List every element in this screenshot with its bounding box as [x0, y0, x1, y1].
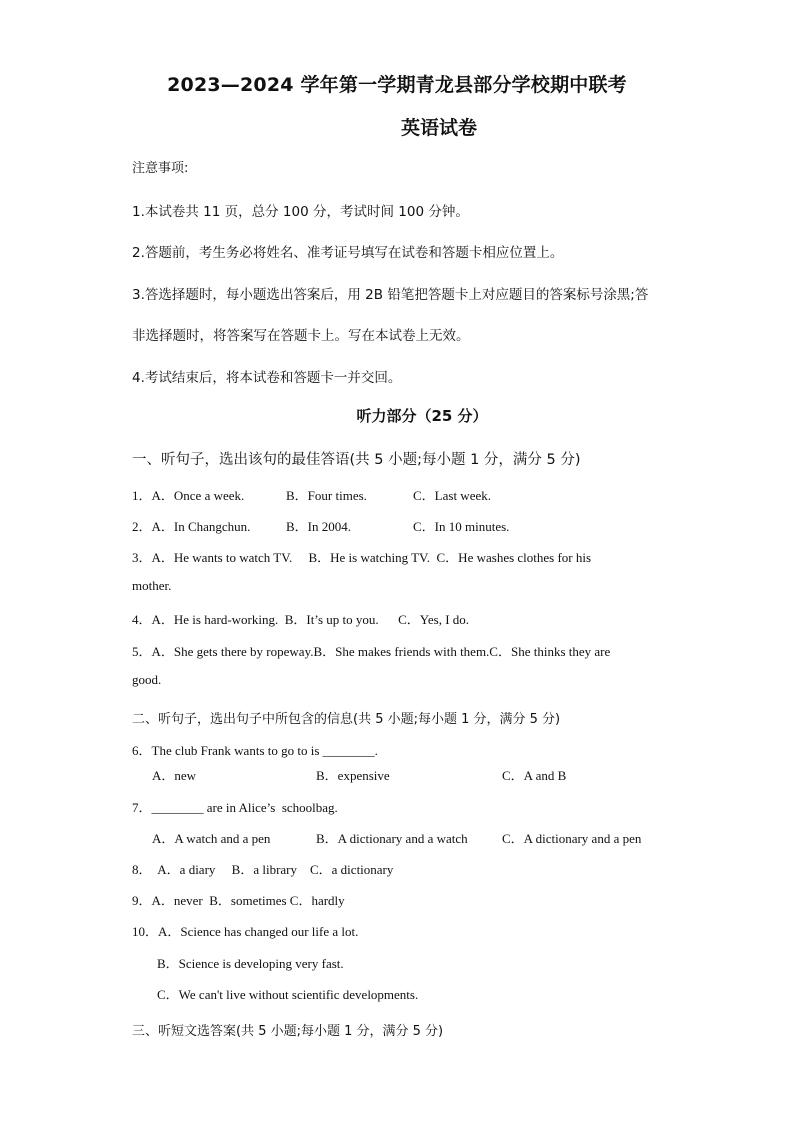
- q9-line: 9．A．never B．sometimes C．hardly: [132, 893, 345, 908]
- q4-line: 4．A．He is hard-working. B．It’s up to you. C．Yes, I do.: [132, 612, 470, 627]
- q6-stem: 6．The club Frank wants to go to is ________.: [132, 743, 378, 758]
- q2-option-c: C．In 10 minutes.: [413, 519, 510, 534]
- listening-section-title: 听力部分（25 分）: [356, 407, 488, 425]
- note-item: 2.答题前，考生务必将姓名、准考证号填写在试卷和答题卡相应位置上。: [132, 245, 564, 261]
- note-item: 4.考试结束后，将本试卷和答题卡一并交回。: [132, 370, 402, 386]
- q6-option-b: B．expensive: [316, 768, 390, 783]
- part3-heading: 三、听短文选答案(共 5 小题;每小题 1 分，满分 5 分): [132, 1024, 444, 1039]
- q2-option-a: 2．A．In Changchun.: [132, 519, 251, 534]
- q10-option-c: C．We can't live without scientific developments.: [157, 987, 419, 1002]
- notes-heading: 注意事项:: [132, 161, 189, 176]
- q1-option-a: 1．A．Once a week.: [132, 488, 245, 503]
- q6-option-c: C．A and B: [502, 768, 567, 783]
- q2-option-b: B．In 2004.: [286, 519, 352, 534]
- q3-line: 3．A．He wants to watch TV. B．He is watching TV. C．He washes clothes for his: [132, 550, 592, 565]
- q8-line: 8． A．a diary B．a library C．a dictionary: [132, 862, 394, 877]
- note-item: 非选择题时，将答案写在答题卡上。写在本试卷上无效。: [132, 328, 470, 344]
- q1-option-c: C．Last week.: [413, 488, 491, 503]
- q7-option-c: C．A dictionary and a pen: [502, 831, 642, 846]
- q5-line-continued: good.: [132, 672, 162, 687]
- exam-title: 2023—2024 学年第一学期青龙县部分学校期中联考: [167, 74, 627, 96]
- q5-line: 5．A．She gets there by ropeway.B．She makes friends with them.C．She thinks they are: [132, 644, 611, 659]
- q10-option-b: B．Science is developing very fast.: [157, 956, 344, 971]
- part2-heading: 二、听句子，选出句子中所包含的信息(共 5 小题;每小题 1 分，满分 5 分): [132, 712, 561, 727]
- q10-option-a: 10．A．Science has changed our life a lot.: [132, 924, 359, 939]
- note-item: 1.本试卷共 11 页，总分 100 分，考试时间 100 分钟。: [132, 204, 469, 220]
- note-item: 3.答选择题时，每小题选出答案后，用 2B 铅笔把答题卡上对应题目的答案标号涂黑;答: [132, 287, 649, 303]
- q6-option-a: A．new: [152, 768, 197, 783]
- q1-option-b: B．Four times.: [286, 488, 367, 503]
- q7-stem: 7．________ are in Alice’s schoolbag.: [132, 800, 338, 815]
- q7-option-a: A．A watch and a pen: [152, 831, 271, 846]
- part1-heading: 一、听句子，选出该句的最佳答语(共 5 小题;每小题 1 分，满分 5 分): [132, 452, 581, 468]
- q7-option-b: B．A dictionary and a watch: [316, 831, 468, 846]
- exam-subtitle: 英语试卷: [400, 117, 477, 139]
- q3-line-continued: mother.: [132, 578, 172, 593]
